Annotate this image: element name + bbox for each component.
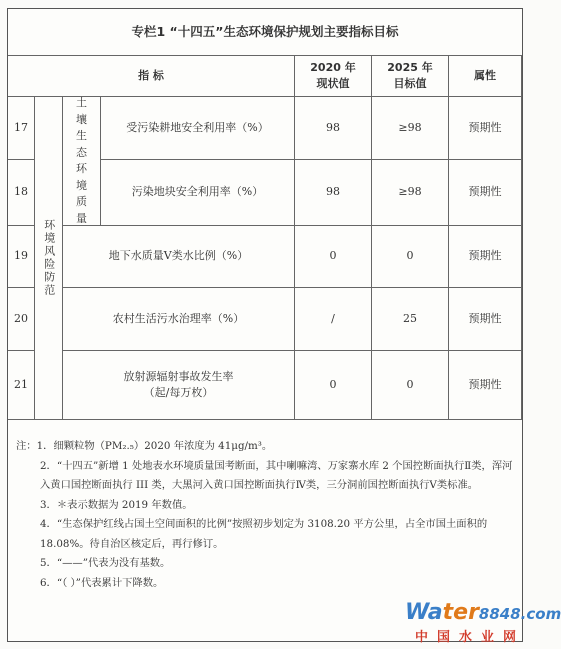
watermark-brand-c: 8848.com <box>478 605 561 623</box>
row-indicator-name: 地下水质量Ⅴ类水比例（%） <box>63 226 295 288</box>
row-attribute: 预期性 <box>449 351 522 420</box>
watermark-brand <box>405 600 561 626</box>
group-soil-quality-label: 土壤生态环境质量 <box>76 96 87 225</box>
row-indicator-name: 污染地块安全利用率（%） <box>101 160 295 226</box>
indicator-table <box>8 55 522 420</box>
row-target-value: 25 <box>372 288 449 351</box>
note-item: 6．“（ ）”代表累计下降数。 <box>40 576 164 589</box>
watermark-brand-b: ter <box>442 600 479 625</box>
row-indicator-name: 农村生活污水治理率（%） <box>63 288 295 351</box>
row-number: 18 <box>8 160 35 226</box>
note-item: 注：1．细颗粒物（PM₂.₅）2020 年浓度为 41μg/m³。 <box>16 440 273 452</box>
header-attribute: 属性 <box>449 55 522 97</box>
table-notes <box>16 437 516 593</box>
row-attribute: 预期性 <box>449 288 522 351</box>
watermark-logo <box>405 600 561 645</box>
note-item: 2．“十四五”新增 1 处地表水环境质量国考断面，其中喇嘛湾、万家寨水库 2 个国控断面执行Ⅱ类，浑河入黄口国控断面执行 III 类，大黑河入黄口国控断面执行Ⅳ类，三分洞前国控断面执行Ⅴ类标准。 <box>40 459 513 491</box>
header-target: 2025 年 目标值 <box>372 55 449 97</box>
row-attribute: 预期性 <box>449 97 522 160</box>
note-item: 4．“生态保护红线占国土空间面积的比例”按照初步划定为 3108.20 平方公里，占全市国土面积的 18.08%。待自治区核定后，再行修订。 <box>40 518 488 550</box>
row-current-value: 0 <box>295 226 372 288</box>
group-environment-risk <box>35 97 63 420</box>
header-current: 2020 年 现状值 <box>295 55 372 97</box>
row-indicator-name: 放射源辐射事故发生率 （起/每万枚） <box>63 351 295 420</box>
row-current-value: 0 <box>295 351 372 420</box>
row-attribute: 预期性 <box>449 160 522 226</box>
group-soil-quality <box>63 97 101 226</box>
group-environment-risk-label: 环境风险防范 <box>42 219 56 297</box>
row-target-value: 0 <box>372 351 449 420</box>
row-number: 21 <box>8 351 35 420</box>
row-number: 17 <box>8 97 35 160</box>
row-target-value: ≥98 <box>372 160 449 226</box>
row-attribute: 预期性 <box>449 226 522 288</box>
note-item: 5．“——”代表为没有基数。 <box>40 557 171 569</box>
row-current-value: 98 <box>295 160 372 226</box>
header-indicator: 指 标 <box>8 55 295 97</box>
row-number: 19 <box>8 226 35 288</box>
row-target-value: 0 <box>372 226 449 288</box>
row-number: 20 <box>8 288 35 351</box>
row-target-value: ≥98 <box>372 97 449 160</box>
row-current-value: 98 <box>295 97 372 160</box>
table-title: 专栏1 “十四五”生态环境保护规划主要指标目标 <box>131 24 399 39</box>
document-page <box>7 8 523 642</box>
row-current-value: / <box>295 288 372 351</box>
watermark-brand-a: Wa <box>405 600 443 625</box>
row-indicator-name: 受污染耕地安全利用率（%） <box>101 97 295 160</box>
note-item: 3．＊表示数据为 2019 年数值。 <box>40 498 193 511</box>
watermark-subtitle: 中国水业网 <box>414 630 525 645</box>
